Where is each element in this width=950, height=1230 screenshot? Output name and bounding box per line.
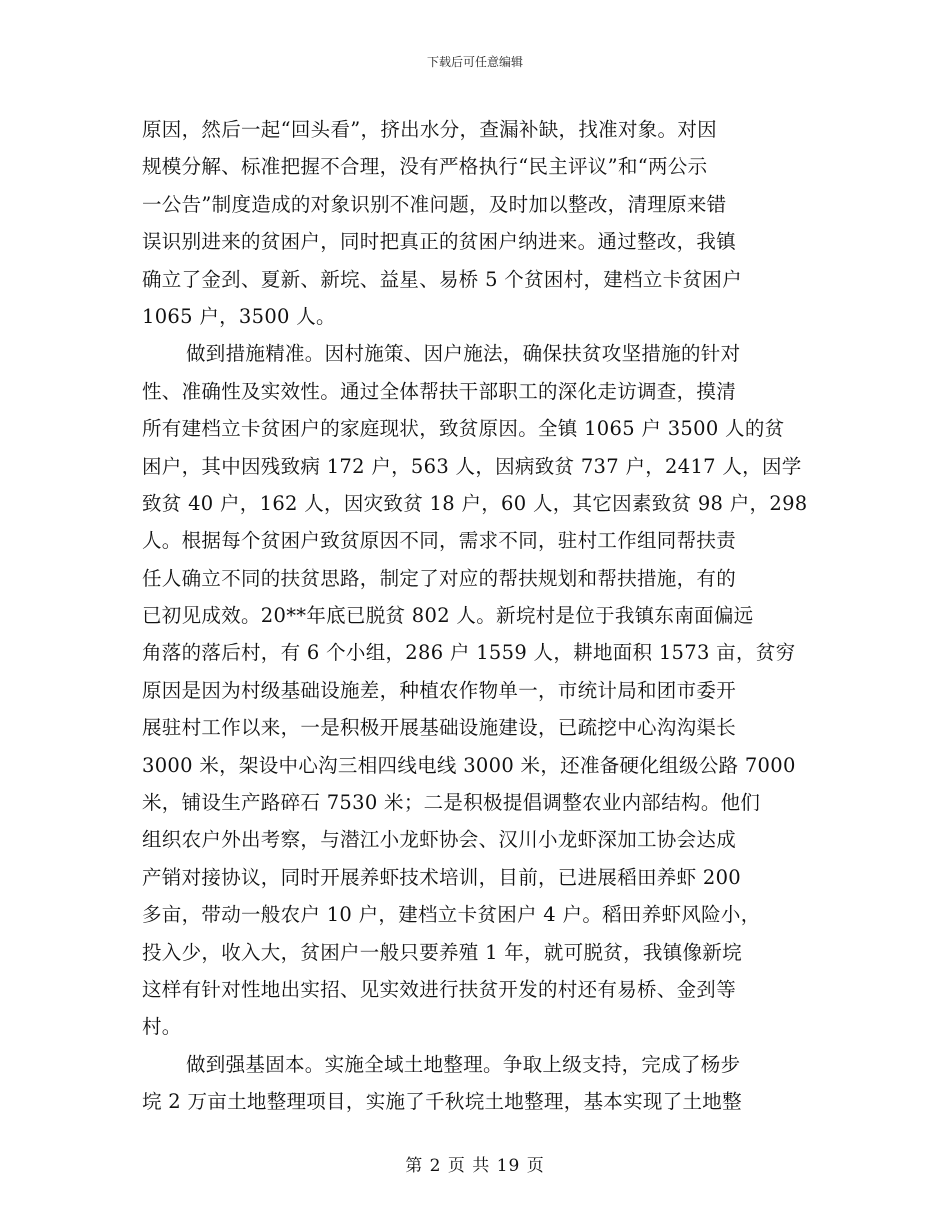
body-line: 投入少，收入大，贫困户一般只要养殖 1 年，就可脱贫，我镇像新垸 [142,940,742,964]
body-line: 任人确立不同的扶贫思路，制定了对应的帮扶规划和帮扶措施，有的 [142,566,737,590]
body-line: 所有建档立卡贫困户的家庭现状，致贫原因。全镇 1065 户 3500 人的贫 [142,417,785,441]
body-line: 产销对接协议，同时开展养虾技术培训，目前，已进展稻田养虾 200 [142,865,742,889]
page-header: 下载后可任意编辑 [426,55,523,69]
body-line: 1065 户，3500 人。 [142,304,336,328]
paragraph-start-line: 做到措施精准。因村施策、因户施法，确保扶贫攻坚措施的针对 [186,342,741,366]
body-line: 规模分解、标准把握不合理，没有严格执行“民主评议”和“两公示 [142,155,708,179]
body-line: 组织农户外出考察，与潜江小龙虾协会、汉川小龙虾深加工协会达成 [142,828,737,852]
body-line: 误识别进来的贫困户，同时把真正的贫困户纳进来。通过整改，我镇 [142,230,737,254]
body-line: 村。 [142,1015,182,1039]
body-line: 一公告”制度造成的对象识别不准问题，及时加以整改，清理原来错 [142,192,727,216]
body-line: 这样有针对性地出实招、见实效进行扶贫开发的村还有易桥、金刭等 [142,977,737,1001]
body-line: 确立了金刭、夏新、新垸、益星、易桥 5 个贫困村，建档立卡贫困户 [142,267,742,291]
body-line: 多亩，带动一般农户 10 户，建档立卡贫困户 4 户。稻田养虾风险小， [142,903,761,927]
body-line: 已初见成效。20**年底已脱贫 802 人。新垸村是位于我镇东南面偏远 [142,604,754,628]
body-line: 原因是因为村级基础设施差，种植农作物单一，市统计局和团市委开 [142,678,737,702]
body-line: 米，铺设生产路碎石 7530 米；二是积极提倡调整农业内部结构。他们 [142,791,761,815]
document-body [142,111,814,1121]
body-line: 角落的落后村，有 6 个小组，286 户 1559 人，耕地面积 1573 亩，贫穷 [142,641,796,665]
paragraph-start-line: 做到强基固本。实施全域土地整理。争取上级支持，完成了杨步 [186,1052,741,1076]
page-number-footer: 第 2 页 共 19 页 [405,1156,545,1176]
body-line: 原因，然后一起“回头看”，挤出水分，查漏补缺，找准对象。对因 [142,118,717,141]
body-line: 垸 2 万亩土地整理项目，实施了千秋垸土地整理，基本实现了土地整 [142,1090,742,1114]
body-line: 人。根据每个贫困户致贫原因不同，需求不同，驻村工作组同帮扶责 [142,529,737,553]
body-line: 致贫 40 户，162 人，因灾致贫 18 户，60 人，其它因素致贫 98 户，298 [142,491,808,515]
body-line: 性、准确性及实效性。通过全体帮扶干部职工的深化走访调查，摸清 [142,379,737,403]
body-line: 3000 米，架设中心沟三相四线电线 3000 米，还准备硬化组级公路 7000 [142,753,796,777]
body-line: 展驻村工作以来，一是积极开展基础设施建设，已疏挖中心沟沟渠长 [142,716,737,740]
body-line: 困户，其中因残致病 172 户，563 人，因病致贫 737 户，2417 人，因学 [142,454,802,478]
